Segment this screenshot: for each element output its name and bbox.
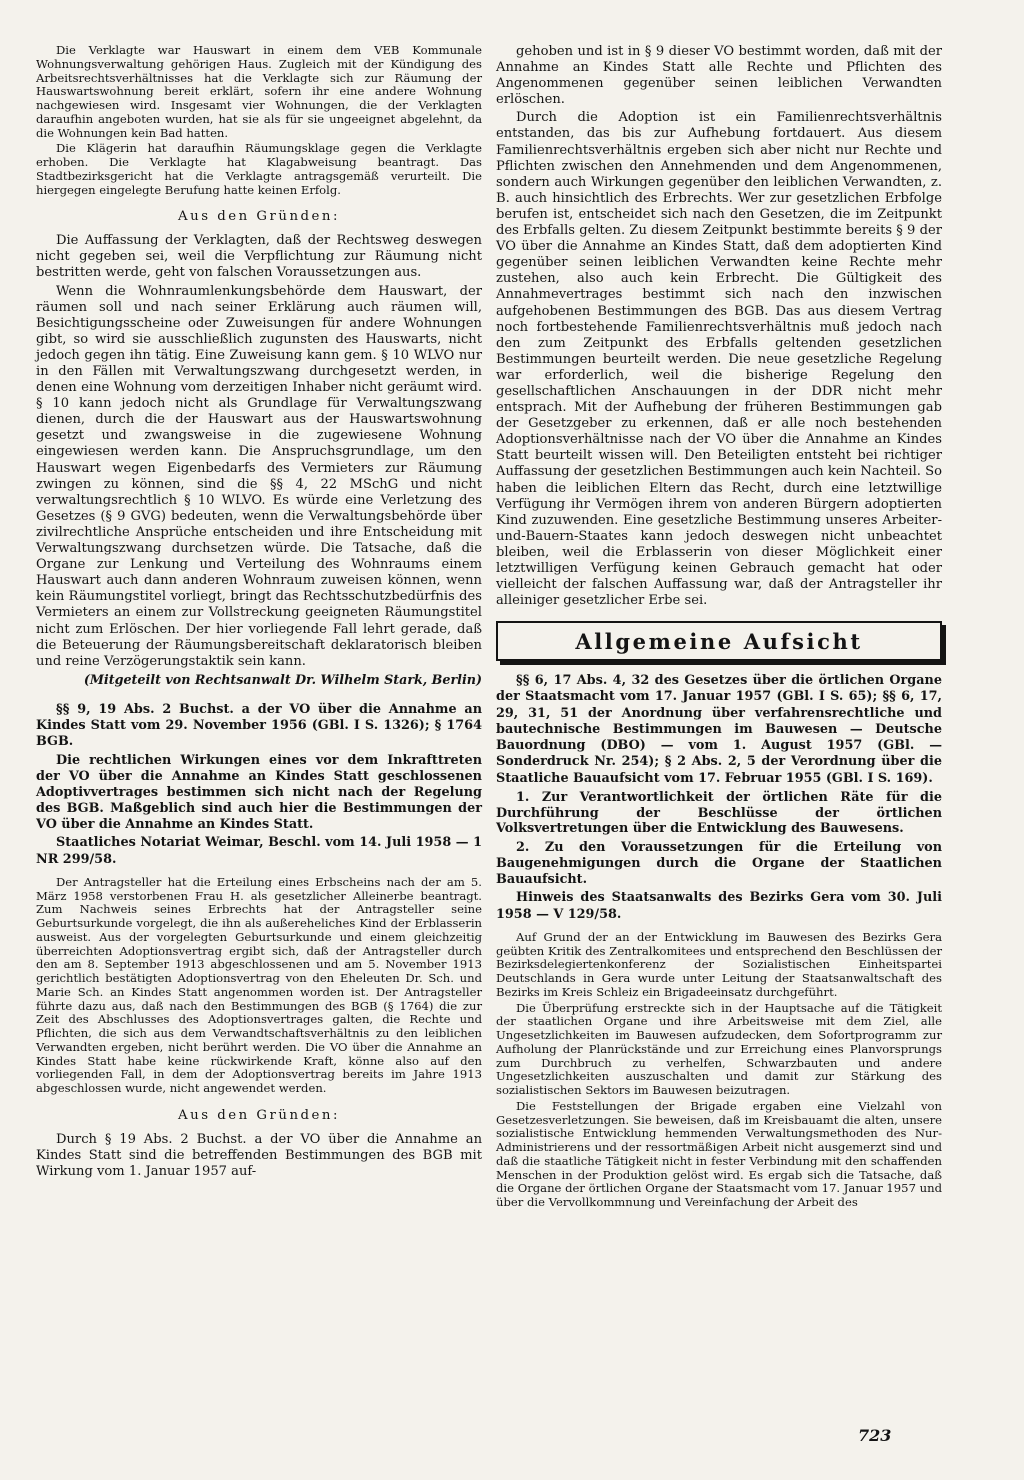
left-column — [36, 44, 482, 1182]
section-heading: Aus den Gründen: — [178, 1107, 340, 1123]
right-column — [496, 44, 942, 1212]
paragraph: Der Antragsteller hat die Erteilung eines Erbscheins nach der am 5. März 1958 verstorbenen Frau H. als gesetzlicher Alleinerbe beantragt. Zum Nachweis seines Erbrechts hat der Antragsteller seine Geburtsurkunde vorgelegt, die ihn als außereheliches Kind der Erblasserin ausweist. Aus der vorgelegten Geburtsurkunde und einem gleichzeitig überreichten Adoptionsvertrag ergibt sich, daß der Antragsteller durch den am 8. September 1913 abgeschlossenen und am 5. November 1913 gerichtlich bestätigten Adoptionsvertrag von den Eheleuten Dr. Sch. und Marie Sch. an Kindes Statt angenommen worden ist. Der Antragsteller führte dazu aus, daß nach den Bestimmungen des BGB (§ 1764) die zur Zeit des Abschlusses des Adoptionsvertrages galten, die Rechte und Pflichten, die sich aus dem Verwandtschaftsverhältnis zu den leiblichen Verwandten ergeben, nicht berührt werden. Die VO über die Annahme an Kindes Statt habe keine rückwirkende Kraft, könne also auf den vorliegenden Fall, in dem der Adoptionsvertrag bereits im Jahre 1913 abgeschlossen wurde, nicht angewendet werden. — [36, 874, 482, 1096]
paragraph: Durch die Adoption ist ein Familienrechtsverhältnis entstanden, das bis zur Aufhebung fortdauert. Aus diesem Familienrechtsverhältnis ergeben sich aber nicht nur Rechte und Pflichten zwischen den Annehmenden und dem Angenommenen, sondern auch Wirkungen gegenüber den leiblichen Verwandten, z. B. auch hinsichtlich des Erbrechts. Wer zur gesetzlichen Erbfolge berufen ist, entscheidet sich nach den Gesetzen, die im Zeitpunkt des Erbfalls gelten. Zu diesem Zeitpunkt bestimmte bereits § 9 der VO über die Annahme an Kindes Statt, daß dem adoptierten Kind gegenüber seinen leiblichen Verwandten keine Rechte mehr zustehen, also auch kein Erbrecht. Die Gültigkeit des Annahmevertrages bestimmt sich nach den inzwischen aufgehobenen Bestimmungen des BGB. Das aus diesem Vertrag noch fortbestehende Familienrechtsverhältnis muß jedoch nach den zum Zeitpunkt des Erbfalls geltenden gesetzlichen Bestimmungen beurteilt werden. Die neue gesetzliche Regelung war erforderlich, weil die bisherige Regelung den gesellschaftlichen Anschauungen in der DDR nicht mehr entsprach. Mit der Aufhebung der früheren Bestimmungen gab der Gesetzgeber zu erkennen, daß er alle noch bestehenden Adoptionsverhältnisse nach der VO über die Annahme an Kindes Statt beurteilt wissen will. Den Beteiligten entsteht bei richtiger Auffassung der gesetzlichen Bestimmungen auch kein Nachteil. So haben die leiblichen Eltern das Recht, durch eine letztwillige Verfügung ihr Vermögen ihrem von anderen Bürgern adoptierten Kind zuzuwenden. Eine gesetzliche Bestimmung unseres Arbeiter-und-Bauern-Staates kann jedoch deswegen nicht unbeachtet bleiben, weil die Erblasserin von dieser Möglichkeit einer letztwilligen Verfügung keinen Gebrauch gemacht hat oder vielleicht der falschen Auffassung war, daß der Antragsteller ihr alleiniger gesetzlicher Erbe sei. — [496, 110, 942, 609]
law-citation: §§ 6, 17 Abs. 4, 32 des Gesetzes über die örtlichen Organe der Staatsmacht vom 17. Januar 1957 (GBl. I S. 65); §§ 6, 17, 29, 31, 51 der Anordnung über verfahrensrechtliche und bautechnische Bestimmungen im Bauwesen — Deutsche Bauordnung (DBO) — vom 1. August 1957 (GBl. — Sonderdruck Nr. 254); § 2 Abs. 2, 5 der Verordnung über die Staatliche Bauaufsicht vom 17. Februar 1955 (GBl. I S. 169). — [496, 673, 942, 786]
paragraph: gehoben und ist in § 9 dieser VO bestimmt worden, daß mit der Annahme an Kindes Statt alle Rechte und Pflichten des Angenommenen gegenüber seinen leiblichen Verwandten erlöschen. — [496, 44, 942, 108]
paragraph: Wenn die Wohnraumlenkungsbehörde dem Hauswart, der räumen soll und nach seiner Erklärung auch räumen will, Besichtigungsscheine oder Zuweisungen für andere Wohnungen gibt, so wird sie ausschließlich zugunsten des Hauswarts, nicht jedoch gegen ihn tätig. Eine Zuweisung kann gem. § 10 WLVO nur in den Fällen mit Verwaltungszwang durchgesetzt werden, in denen eine Wohnung vom derzeitigen Inhaber nicht geräumt wird. § 10 kann jedoch nicht als Grundlage für Verwaltungszwang dienen, durch die der Hauswart aus der Hauswartswohnung gesetzt und zwangsweise in die zugewiesene Wohnung eingewiesen werden kann. Die Anspruchsgrundlage, um den Hauswart wegen Eigenbedarfs des Vermieters zur Räumung zwingen zu können, sind die §§ 4, 22 MSchG und nicht verwaltungsrechtlich § 10 WLVO. Es würde eine Verletzung des Gesetzes (§ 9 GVG) bedeuten, wenn die Verwaltungsbehörde über zivilrechtliche Ansprüche entscheiden und ihre Entscheidung mit Verwaltungszwang durchsetzen würde. Die Tatsache, daß die Organe zur Lenkung und Verteilung des Wohnraums einem Hauswart auch dann anderen Wohnraum zuweisen können, wenn kein Räumungstitel vorliegt, bringt das Rechtsschutzbedürfnis des Vermieters an einem zur Vollstreckung geeigneten Räumungstitel nicht zum Erlöschen. Der hier vorliegende Fall lehrt gerade, daß die Beteuerung der Räumungsbereitschaft deklaratorisch bleiben und reine Verzögerungstaktik sein kann. — [36, 283, 482, 669]
page-number: 723 — [858, 1426, 892, 1445]
ruling-summary: 2. Zu den Voraussetzungen für die Erteilung von Baugenehmigungen durch die Organe der Staatlichen Bauaufsicht. — [496, 840, 942, 887]
paragraph: Die Klägerin hat daraufhin Räumungsklage gegen die Verklagte erhoben. Die Verklagte hat Klagabweisung beantragt. Das Stadtbezirksgericht hat die Verklagte antragsgemäß verurteilt. Die hiergegen eingelegte Berufung hatte keinen Erfolg. — [36, 141, 482, 197]
source-credit: (Mitgeteilt von Rechtsanwalt Dr. Wilhelm Stark, Berlin) — [83, 671, 482, 687]
section-title-box — [496, 621, 942, 661]
ruling-summary: 1. Zur Verantwortlichkeit der örtlichen Räte für die Durchführung der Beschlüsse der örtlichen Volksvertretungen über die Entwicklung des Bauwesens. — [496, 789, 942, 837]
section-heading: Aus den Gründen: — [178, 209, 340, 225]
paragraph: Die Verklagte war Hauswart in einem dem VEB Kommunale Wohnungsverwaltung gehörigen Haus. Zugleich mit der Kündigung des Arbeitsrechtsverhältnisses hat die Verklagte sich zur Räumung der Hauswartswohnung bereit erklärt, sofern ihr eine andere Wohnung nachgewiesen wird. Insgesamt vier Wohnungen, die der Verklagten daraufhin angeboten wurden, hat sie als für sie ungeeignet abgelehnt, da die Wohnungen kein Bad hatten. — [36, 43, 482, 140]
section-title: Allgemeine Aufsicht — [575, 628, 863, 654]
law-citation: §§ 9, 19 Abs. 2 Buchst. a der VO über die Annahme an Kindes Statt vom 29. November 1956 (GBl. I S. 1326); § 1764 BGB. — [36, 701, 482, 750]
paragraph: Die Überprüfung erstreckte sich in der Hauptsache auf die Tätigkeit der staatlichen Organe und ihre Arbeitsweise mit dem Ziel, alle Ungesetzlichkeiten im Bauwesen aufzudecken, dem Sofortprogramm zur Aufholung der Planrückstände und zur Erreichung eines Planvorsprungs zum Durchbruch zu verhelfen, Schwarzbauten und andere Ungesetzlichkeiten auszuschalten und damit zur Stärkung des sozialistischen Sektors im Bauwesen beizutragen. — [496, 1000, 942, 1098]
court-reference: Hinweis des Staatsanwalts des Bezirks Gera vom 30. Juli 1958 — V 129/58. — [496, 890, 942, 922]
paragraph: Durch § 19 Abs. 2 Buchst. a der VO über die Annahme an Kindes Statt sind die betreffenden Bestimmungen des BGB mit Wirkung vom 1. Januar 1957 auf- — [36, 1131, 482, 1179]
court-reference: Staatliches Notariat Weimar, Beschl. vom 14. Juli 1958 — 1 NR 299/58. — [36, 835, 482, 867]
ruling-summary: Die rechtlichen Wirkungen eines vor dem Inkrafttreten der VO über die Annahme an Kindes Statt geschlossenen Adoptivvertrages bestimmen sich nicht nach der Regelung des BGB. Maßgeblich sind auch hier die Bestimmungen der VO über die Annahme an Kindes Statt. — [36, 753, 482, 832]
paragraph: Die Feststellungen der Brigade ergaben eine Vielzahl von Gesetzesverletzungen. Sie beweisen, daß im Kreisbauamt die alten, unsere sozialistische Entwicklung hemmenden Verwaltungsmethoden des Nur-Administrierens und der ressortmäßigen Arbeit nicht ausgemerzt sind und daß die staatliche Tätigkeit nicht in fester Verbindung mit den schaffenden Menschen in der Produktion gelöst wird. Es ergab sich die Tatsache, daß die Organe der örtlichen Organe der Staatsmacht vom 17. Januar 1957 und über die Vervollkommnung und Vereinfachung der Arbeit des — [496, 1098, 942, 1210]
paragraph: Die Auffassung der Verklagten, daß der Rechtsweg deswegen nicht gegeben sei, weil die Verpflichtung zur Räumung nicht bestritten werde, geht von falschen Voraussetzungen aus. — [36, 233, 482, 281]
paragraph: Auf Grund der an der Entwicklung im Bauwesen des Bezirks Gera geübten Kritik des Zentralkomitees und entsprechend den Beschlüssen der Bezirksdelegiertenkonferenz der Sozialistischen Einheitspartei Deutschlands in Gera wurde unter Leitung der Staatsanwaltschaft des Bezirks im Kreis Schleiz ein Brigadeeinsatz durchgeführt. — [496, 929, 942, 999]
